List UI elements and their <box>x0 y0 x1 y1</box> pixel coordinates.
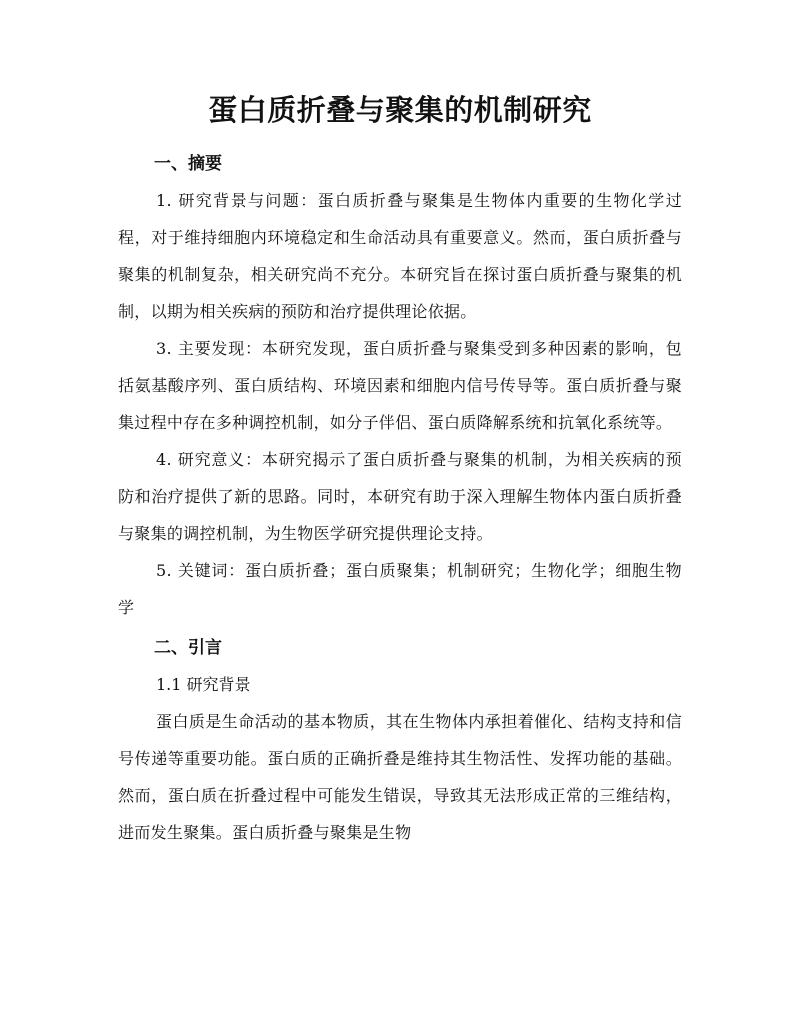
abstract-paragraph-background: 1. 研究背景与问题：蛋白质折叠与聚集是生物体内重要的生物化学过程，对于维持细胞内环境稳定和生命活动具有重要意义。然而，蛋白质折叠与聚集的机制复杂，相关研究尚不充分。本研究旨在探讨蛋白质折叠与聚集的机制，以期为相关疾病的预防和治疗提供理论依据。 <box>118 191 682 321</box>
section-heading-introduction: 二、引言 <box>154 638 222 658</box>
abstract-paragraph-significance: 4. 研究意义：本研究揭示了蛋白质折叠与聚集的机制，为相关疾病的预防和治疗提供了新的思路。同时，本研究有助于深入理解生物体内蛋白质折叠与聚集的调控机制，为生物医学研究提供理论支持。 <box>118 450 682 543</box>
subsection-heading-background: 1.1 研究背景 <box>156 675 251 694</box>
section-heading-abstract: 一、摘要 <box>154 154 222 174</box>
abstract-paragraph-findings: 3. 主要发现：本研究发现，蛋白质折叠与聚集受到多种因素的影响，包括氨基酸序列、蛋白质结构、环境因素和细胞内信号传导等。蛋白质折叠与聚集过程中存在多种调控机制，如分子伴侣、蛋白质降解系统和抗氧化系统等。 <box>118 339 682 432</box>
introduction-paragraph: 蛋白质是生命活动的基本物质，其在生物体内承担着催化、结构支持和信号传递等重要功能。蛋白质的正确折叠是维持其生物活性、发挥功能的基础。然而，蛋白质在折叠过程中可能发生错误，导致其无法形成正常的三维结构，进而发生聚集。蛋白质折叠与聚集是生物 <box>118 712 682 842</box>
document-title: 蛋白质折叠与聚集的机制研究 <box>208 93 592 127</box>
abstract-paragraph-keywords: 5. 关键词：蛋白质折叠；蛋白质聚集；机制研究；生物化学；细胞生物学 <box>118 561 682 617</box>
